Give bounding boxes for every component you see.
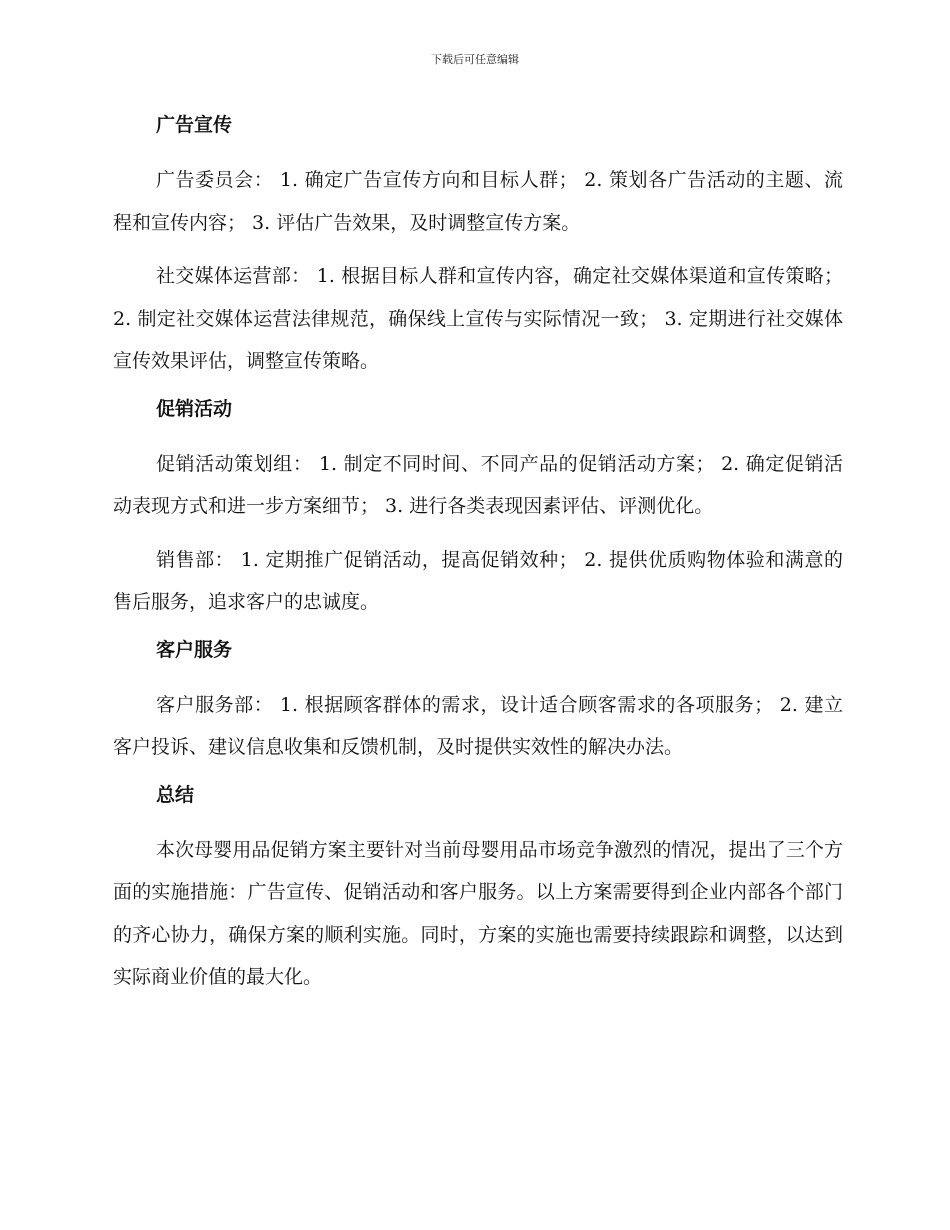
section-customer-service <box>113 635 843 769</box>
section-heading: 广告宣传 <box>156 114 233 136</box>
section-heading: 客户服务 <box>156 638 233 661</box>
paragraph: 客户服务部： 1. 根据顾客群体的需求，设计适合顾客需求的各项服务； 2. 建立客户投诉、建议信息收集和反馈机制，及时提供实效性的解决办法。 <box>113 693 843 758</box>
paragraph: 本次母婴用品促销方案主要针对当前母婴用品市场竞争激烈的情况，提出了三个方面的实施措施：广告宣传、促销活动和客户服务。以上方案需要得到企业内部各个部门的齐心协力，确保方案的顺利实施。同时，方案的实施也需要持续跟踪和调整，以达到实际商业价值的最大化。 <box>113 838 843 988</box>
paragraph: 促销活动策划组： 1. 制定不同时间、不同产品的促销活动方案； 2. 确定促销活动表现方式和进一步方案细节； 3. 进行各类表现因素评估、评测优化。 <box>113 452 843 517</box>
section-advertising <box>113 110 843 383</box>
section-heading: 促销活动 <box>156 397 233 420</box>
paragraph: 广告委员会： 1. 确定广告宣传方向和目标人群； 2. 策划各广告活动的主题、流程和宣传内容； 3. 评估广告效果，及时调整宣传方案。 <box>113 169 843 234</box>
paragraph: 销售部： 1. 定期推广促销活动，提高促销效种； 2. 提供优质购物体验和满意的售后服务，追求客户的忠诚度。 <box>113 548 843 613</box>
section-heading: 总结 <box>156 783 195 806</box>
page-header: 下载后可任意编辑 <box>431 53 519 66</box>
document-body <box>113 110 843 1010</box>
section-promotion <box>113 394 843 624</box>
paragraph: 社交媒体运营部： 1. 根据目标人群和宣传内容，确定社交媒体渠道和宣传策略； 2. 制定社交媒体运营法律规范，确保线上宣传与实际情况一致； 3. 定期进行社交媒体宣传效果评估，调整宣传策略。 <box>113 265 843 372</box>
section-summary <box>113 780 843 999</box>
